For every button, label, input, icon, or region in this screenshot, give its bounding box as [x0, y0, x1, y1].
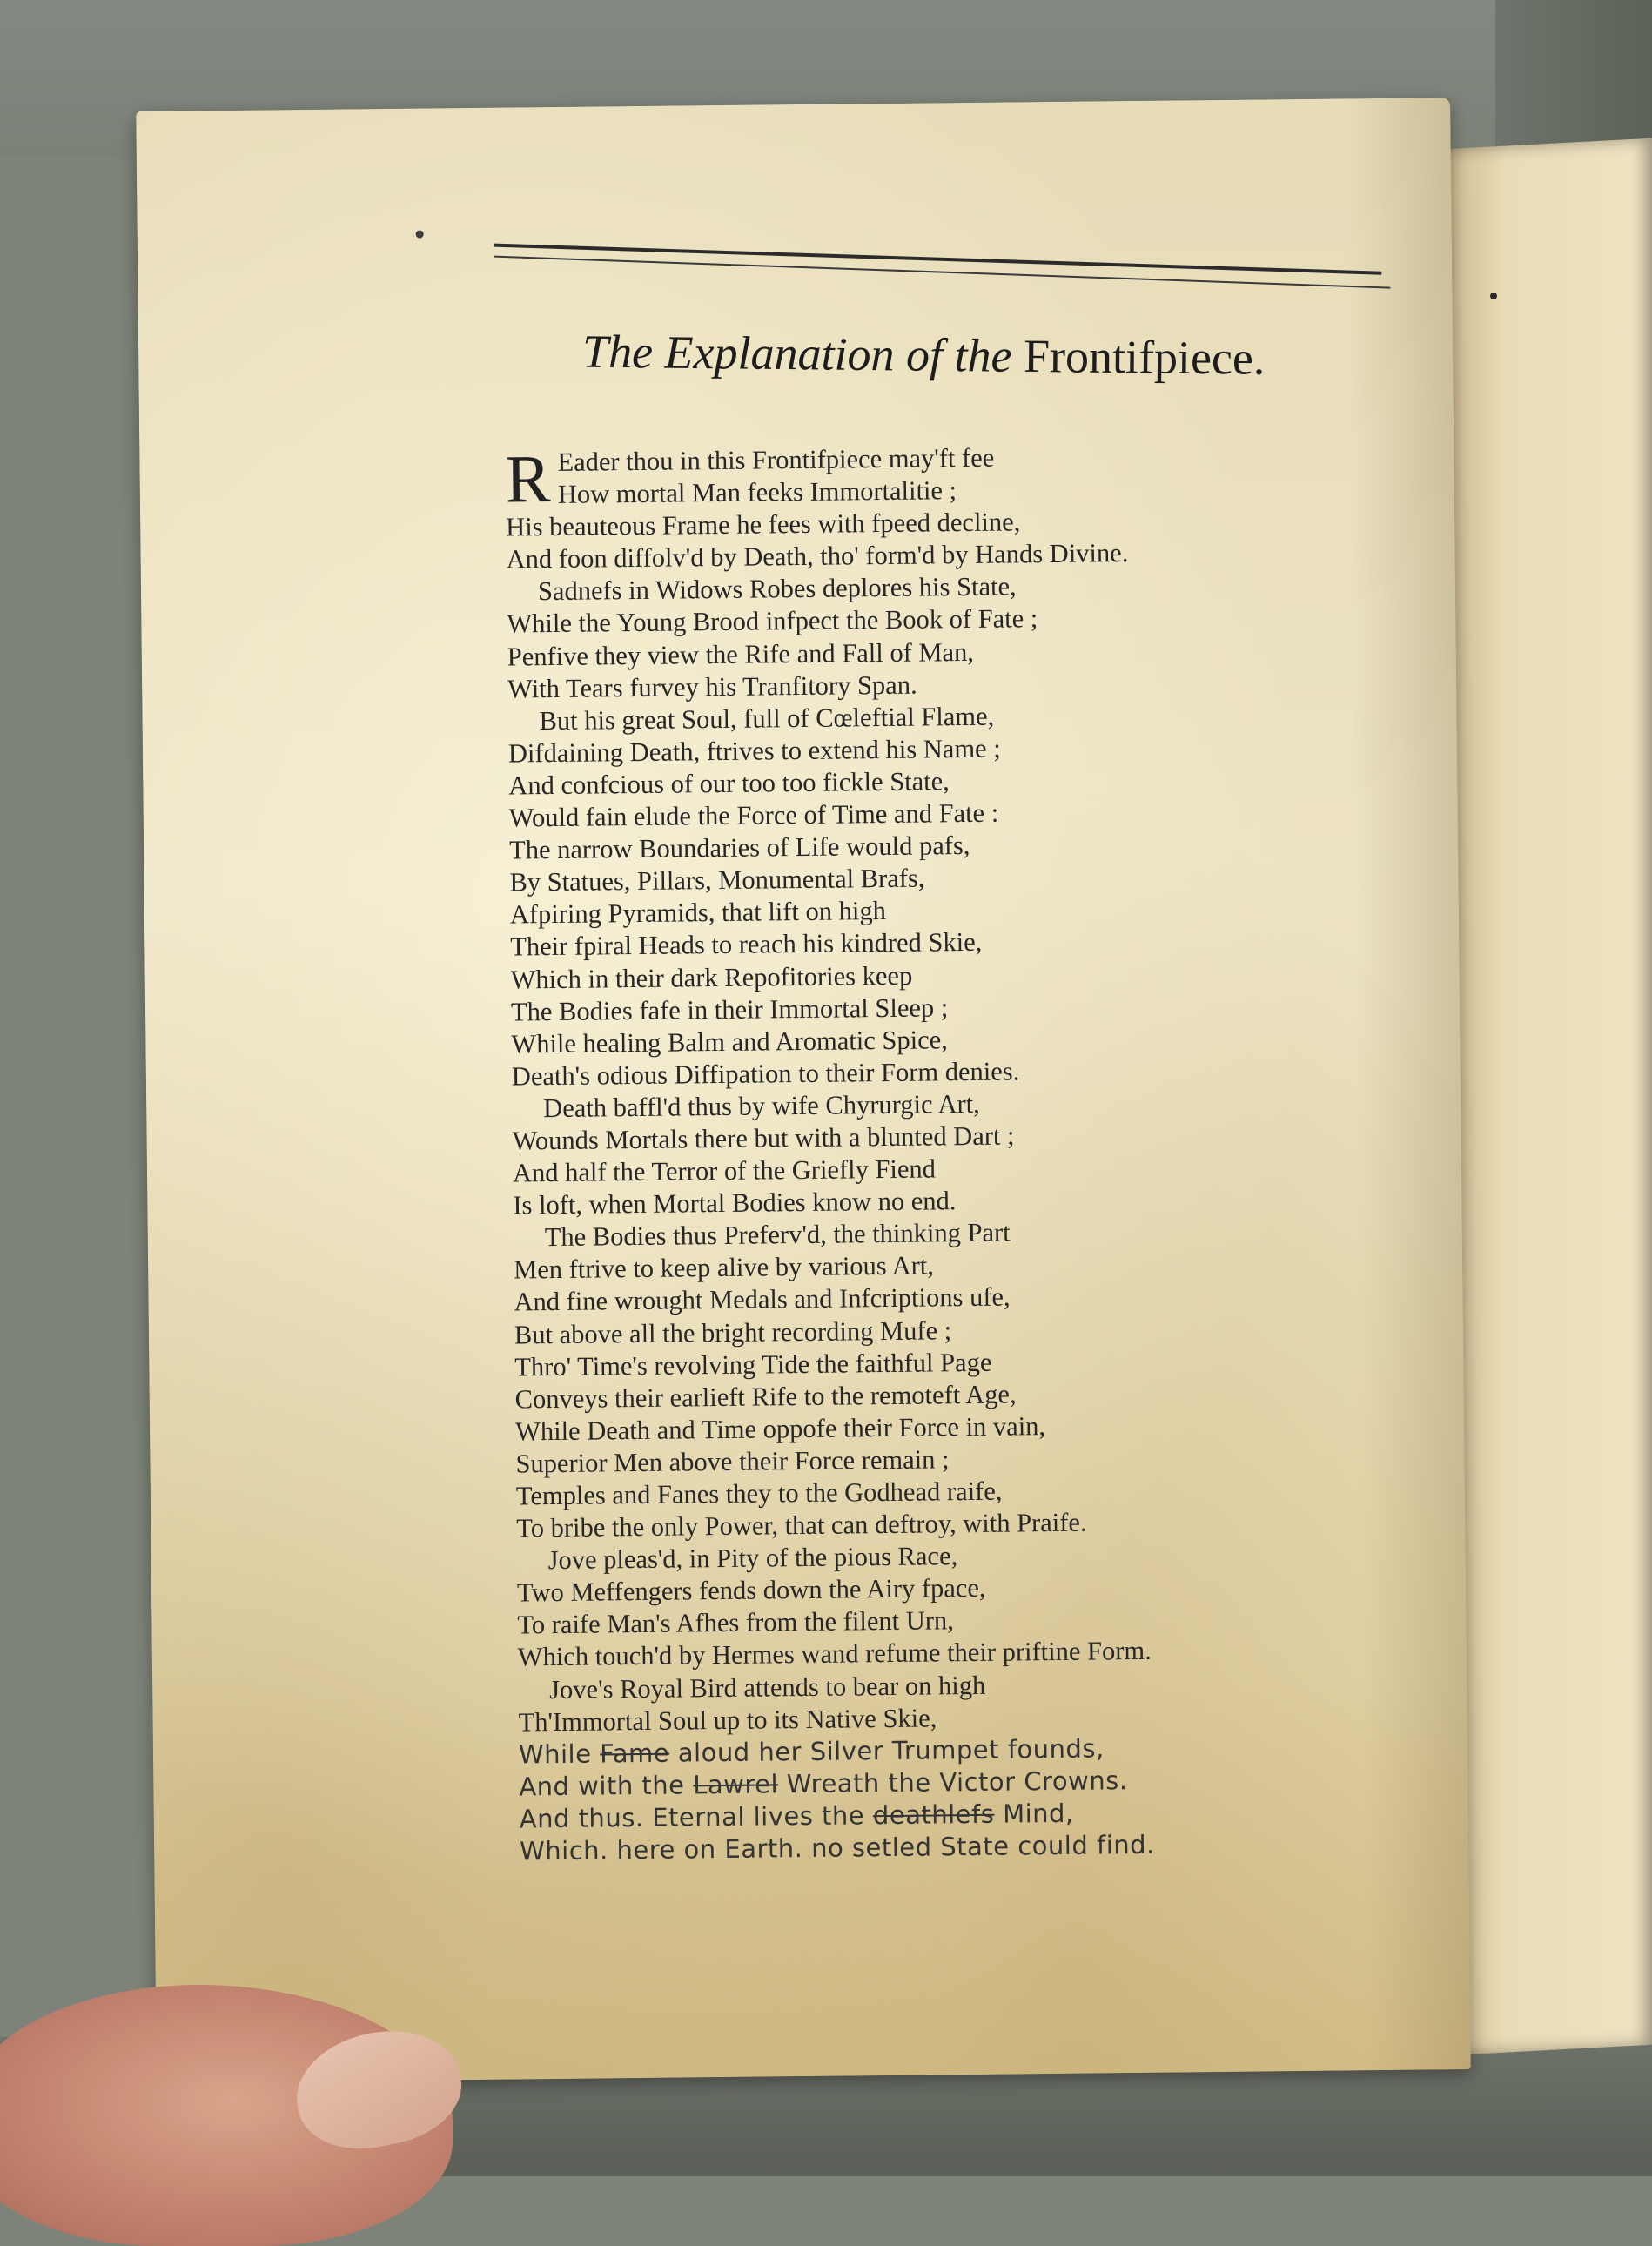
poem-line: By Statues, Pillars, Monumental Brafs,	[509, 857, 1432, 899]
poem-line: Men ftrive to keep alive by various Art,	[514, 1245, 1436, 1287]
poem-line: Sadnefs in Widows Robes deplores his State,	[507, 567, 1429, 609]
handwritten-text: Mind,	[994, 1799, 1074, 1829]
poem-line: And foon diffolv'd by Death, tho' form'd by Hands Divine.	[506, 535, 1428, 576]
poem-line: Difdaining Death, ftrives to extend his Name ;	[508, 728, 1431, 770]
poem-line: Would fain elude the Force of Time and Fate :	[509, 792, 1432, 834]
poem-body	[505, 437, 1442, 1867]
title-roman-part: Frontifpiece.	[1024, 330, 1266, 385]
poem-line: His beauteous Frame he fees with fpeed decline,	[506, 502, 1428, 544]
poem-line: With Tears furvey his Tranfitory Span.	[507, 663, 1430, 705]
next-page-edge	[1445, 138, 1652, 2055]
poem-line: Conveys their earlieft Rife to the remoteft Age,	[515, 1374, 1438, 1416]
poem-line: Jove's Royal Bird attends to bear on high	[518, 1664, 1440, 1706]
poem-line: The narrow Boundaries of Life would pafs,	[509, 825, 1432, 867]
poem-line: Their fpiral Heads to reach his kindred Skie,	[510, 922, 1433, 964]
ink-spot	[416, 231, 424, 239]
poem-line: Superior Men above their Force remain ;	[515, 1438, 1438, 1480]
poem-line: And half the Terror of the Griefly Fiend	[513, 1147, 1435, 1189]
poem-line: While Death and Time oppofe their Force in vain,	[515, 1406, 1438, 1448]
poem-line: While the Young Brood infpect the Book of Fate ;	[507, 599, 1429, 641]
book-page	[136, 98, 1471, 2083]
poem-line: To raife Man's Afhes from the filent Urn,	[517, 1600, 1440, 1642]
poem-line: Afpiring Pyramids, that lift on high	[510, 890, 1433, 931]
handwritten-text: While	[519, 1738, 601, 1769]
poem-line: Death's odious Diffipation to their Form denies.	[512, 1051, 1434, 1093]
poem-line: Two Meffengers fends down the Airy fpace,	[517, 1568, 1440, 1610]
poem-line: And fine wrought Medals and Infcriptions ufe,	[514, 1277, 1436, 1319]
struck-word: Lawrel	[693, 1769, 778, 1799]
next-page-mark	[1490, 293, 1497, 299]
poem-line: Temples and Fanes they to the Godhead raife,	[516, 1470, 1439, 1512]
poem-line: Is loft, when Mortal Bodies know no end.	[513, 1180, 1435, 1222]
poem-line: And confcious of our too too fickle State,	[508, 760, 1431, 802]
poem-line: Eader thou in this Frontifpiece may'ft fee	[505, 437, 1427, 479]
poem-line: But above all the bright recording Mufe ;	[514, 1309, 1437, 1351]
poem-line: Jove pleas'd, in Pity of the pious Race,	[516, 1536, 1439, 1577]
handwritten-text: And with the	[519, 1770, 693, 1801]
handwritten-text: Which. here on Earth. no setled State could find.	[520, 1830, 1155, 1866]
poem-line: Penfive they view the Rife and Fall of Man,	[507, 631, 1430, 673]
drop-cap: R	[505, 448, 551, 510]
poem-line: While healing Balm and Aromatic Spice,	[511, 1019, 1434, 1060]
poem-line: To bribe the only Power, that can deftroy, with Praife.	[516, 1503, 1439, 1544]
handwritten-text: And thus. Eternal lives the	[520, 1800, 873, 1833]
header-rule-thick	[494, 244, 1382, 275]
handwritten-text: Wreath the Victor Crowns.	[778, 1765, 1128, 1799]
title-italic-part: The Explanation of the	[582, 326, 1012, 382]
struck-word: deathlefs	[873, 1799, 995, 1830]
poem-line: Which in their dark Repofitories keep	[510, 954, 1433, 996]
poem-line: The Bodies fafe in their Immortal Sleep ;	[511, 986, 1434, 1028]
poem-line: But his great Soul, full of Cœleftial Flame,	[507, 696, 1430, 737]
poem-line: Wounds Mortals there but with a blunted Dart ;	[512, 1115, 1434, 1157]
poem-line: Thro' Time's revolving Tide the faithful Page	[514, 1342, 1437, 1383]
page-title	[582, 325, 1454, 387]
poem-line: Th'Immortal Soul up to its Native Skie,	[518, 1697, 1440, 1738]
poem-line: Which touch'd by Hermes wand refume their priftine Form.	[518, 1632, 1440, 1674]
poem-line: How mortal Man feeks Immortalitie ;	[506, 470, 1428, 512]
poem-line: Death baffl'd thus by wife Chyrurgic Art,	[512, 1083, 1434, 1125]
struck-word: Fame	[600, 1738, 669, 1768]
poem-line: The Bodies thus Preferv'd, the thinking Part	[514, 1213, 1436, 1254]
handwritten-text: aloud her Silver Trumpet founds,	[669, 1733, 1105, 1767]
